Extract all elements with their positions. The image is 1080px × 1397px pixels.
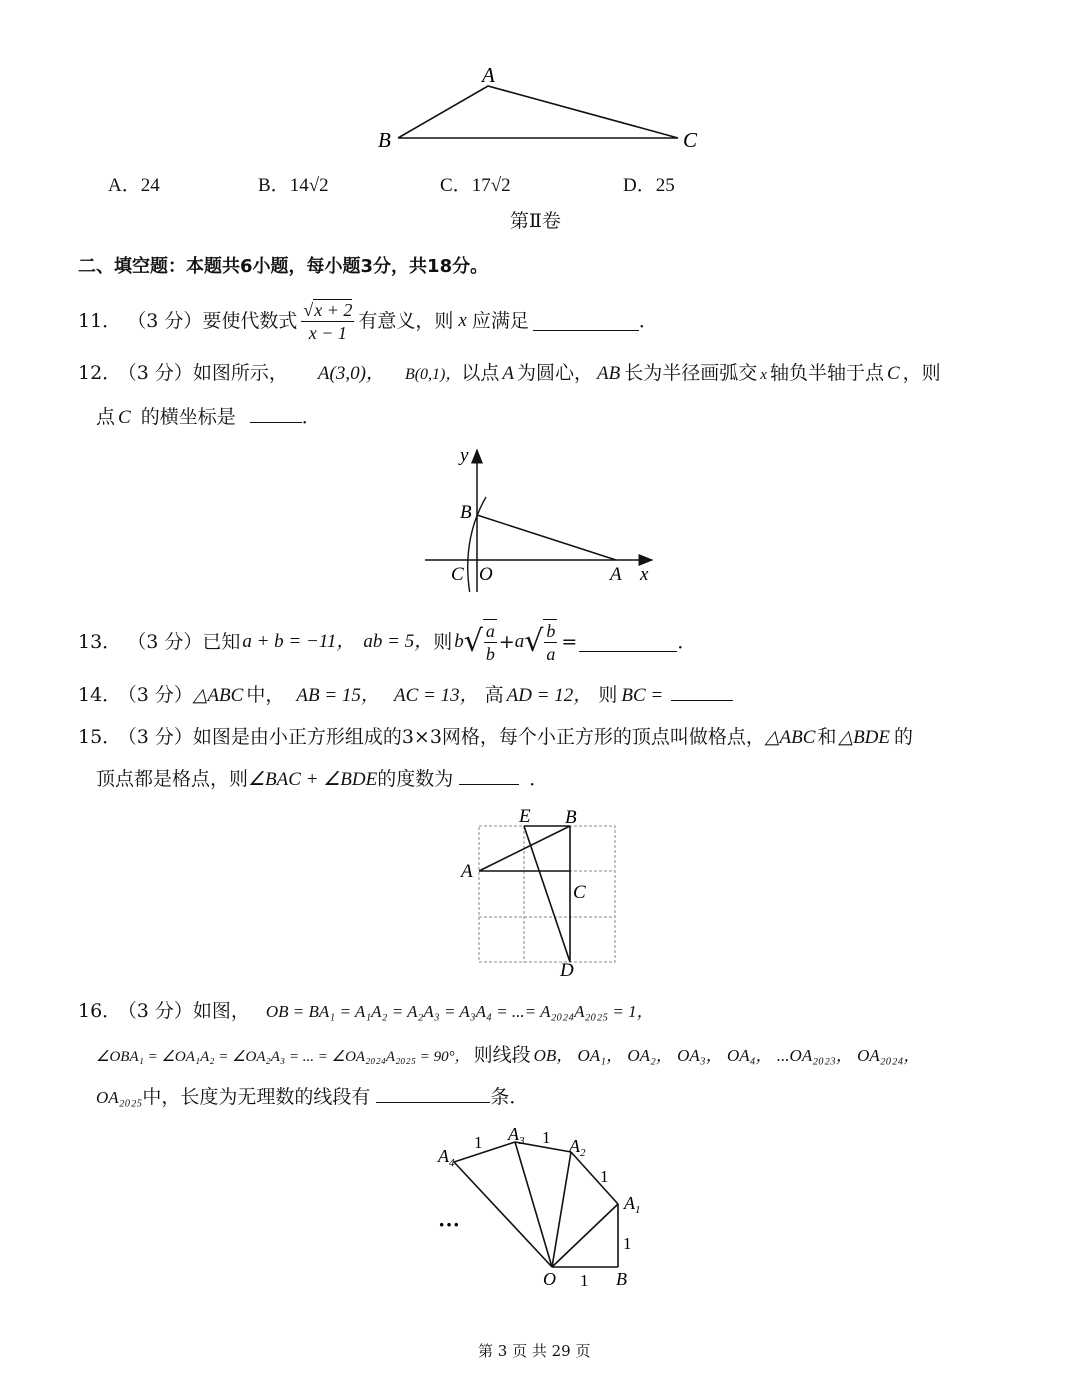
vertex-a4: $A_4$ [438,1146,455,1169]
vertex-b: B [616,1269,627,1289]
question-15-line1: 15． （3 分）如图是由小正方形组成的3×3网格，每个小正方形的顶点叫做格点，△ABC 和 △BDE 的 [78,726,914,748]
grid-point-c: C [573,882,586,903]
section-heading: 二、填空题：本题共6小题，每小题3分，共18分。 [78,256,489,277]
answer-blank-14 [671,682,733,701]
question-13: 13． （3 分） 已知 a + b = −11， ab = 5， 则 b √ $\frac{a}{b}$ + a √ $\frac{b}{a}$ = ． [78,621,697,664]
ellipsis: ··· [438,1212,461,1237]
point-b-label: B [460,502,472,523]
grid-point-d: D [560,960,574,981]
question-16-line2: ∠OBA₁ = ∠OA₁A₂ = ∠OA₂A₃ = ... = ∠OA₂₀₂₄A₂₀₂₅ = 90°， 则线段 OB， OA₁， OA₂， OA₃， OA₄， ...OA₂₀₂₃， OA₂₀₂₄， [96,1044,921,1066]
question-16-line1: 16． （3 分）如图， OB = BA₁ = A₁A₂ = A₂A₃ = A₃A₄ = ...= A₂₀₂₄A₂₀₂₅ = 1， [78,1000,654,1022]
triangle-figure [370,60,710,160]
point-a-label: A [610,564,622,585]
answer-blank-12 [250,404,302,423]
option-a: A．24 [108,175,160,196]
q15-grid-figure [455,804,630,982]
question-12-line2: 点 C 的横坐标是 ． [96,406,321,428]
seg-label-1e: 1 [580,1271,589,1290]
question-14: 14． （3 分）△ABC 中， AB = 15， AC = 13， 高 AD = 12， 则 BC = [78,682,733,709]
seg-label-1c: 1 [600,1167,609,1186]
answer-blank-11 [533,312,639,331]
page-footer: 第 3 页 共 29 页 [478,1342,591,1360]
vertex-a1: $A_1$ [624,1193,641,1216]
question-15-line2: 顶点都是格点，则∠BAC + ∠BDE的度数为 ． [96,768,549,790]
seg-label-1a: 1 [474,1133,483,1152]
label-c: C [683,128,698,152]
vertex-a2: $A_2$ [569,1136,586,1159]
label-b: B [378,128,391,152]
question-11: 11． （3 分） 要使代数式 $\frac{√x + 2}{x - 1}$ 有意义，则 x 应满足 ． [78,299,658,343]
vertex-o: O [543,1269,556,1289]
grid-point-e: E [519,806,531,827]
option-d: D．25 [623,175,675,196]
origin-label: O [479,564,493,585]
question-16-line3: OA₂₀₂₅中，长度为无理数的线段有 条． [96,1086,529,1108]
axis-y-label: y [460,445,469,466]
option-c: C．17√2 [440,175,511,196]
answer-blank-13 [579,633,677,652]
option-b: B．14√2 [258,175,329,196]
q16-spiral-figure [430,1120,660,1295]
answer-blank-15 [459,766,519,785]
volume-title: 第Ⅱ卷 [510,210,561,232]
vertex-a3: $A_3$ [508,1124,525,1147]
point-c-label: C [451,564,464,585]
grid-point-b: B [565,807,577,828]
grid-point-a: A [461,861,473,882]
q12-coordinate-figure [420,442,660,592]
seg-label-1b: 1 [542,1128,551,1147]
label-a: A [482,63,495,87]
question-12-line1: 12． （3 分）如图所示， A(3,0)， B(0,1)，以点 A 为圆心， AB 长为半径画弧交 x 轴负半轴于点 C ，则 [78,362,941,384]
seg-label-1d: 1 [623,1234,632,1253]
axis-x-label: x [640,564,649,585]
answer-blank-16 [376,1084,490,1103]
